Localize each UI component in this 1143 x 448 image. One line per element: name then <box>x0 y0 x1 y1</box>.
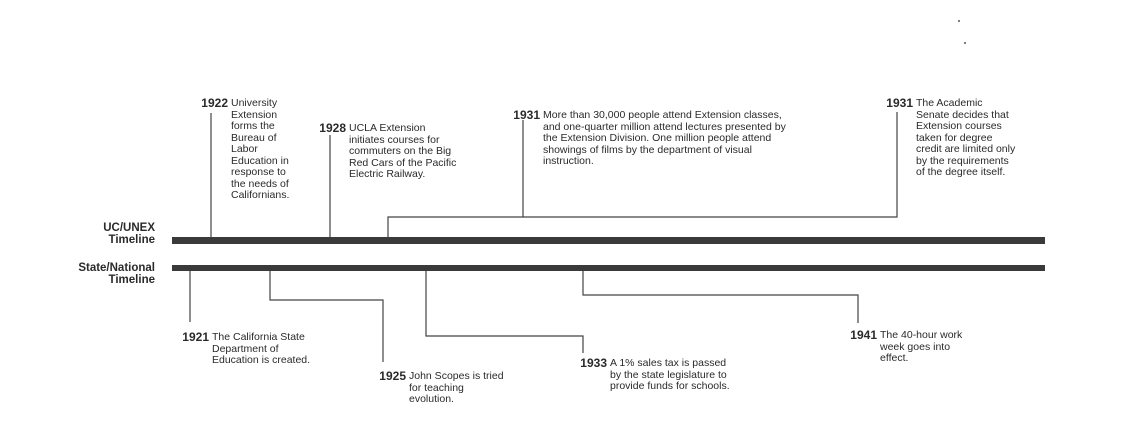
event-text: The 40-hour work week goes into effect. <box>880 329 963 364</box>
event-1922 <box>201 96 311 202</box>
event-year: 1928 <box>319 121 346 135</box>
event-text: UCLA Extension initiates courses for commuters on the Big Red Cars of the Pacific Electric Railway. <box>349 122 457 180</box>
event-text: John Scopes is tried for teaching evolution. <box>409 370 504 405</box>
event-year: 1931 <box>886 96 913 110</box>
event-year: 1922 <box>201 96 228 110</box>
event-text: A 1% sales tax is passed by the state legislature to provide funds for schools. <box>610 357 730 392</box>
event-text: University Extension forms the Bureau of Labor Education in response to the needs of Californians. <box>231 97 290 201</box>
speck <box>958 20 960 22</box>
event-text: The Academic Senate decides that Extension courses taken for degree credit are limited only by the requirements of the degree itself. <box>916 97 1016 178</box>
uc-timeline-bar <box>172 237 1045 244</box>
uc-label-line2: Timeline <box>108 234 155 246</box>
event-1941 <box>850 328 1000 365</box>
connector-1941 <box>583 271 858 323</box>
event-1925 <box>379 369 539 406</box>
state-timeline-bar <box>172 265 1045 271</box>
event-year: 1933 <box>580 356 607 370</box>
state-label-line2: Timeline <box>108 274 155 286</box>
event-year: 1931 <box>513 108 540 122</box>
event-year: 1941 <box>850 328 877 342</box>
event-1921 <box>182 330 342 367</box>
event-year: 1921 <box>182 330 209 344</box>
event-text: The California State Department of Education is created. <box>212 331 311 366</box>
event-1928 <box>319 121 489 181</box>
uc-timeline-label <box>35 222 155 246</box>
speck <box>964 42 966 44</box>
state-timeline-label <box>35 262 155 286</box>
event-1933 <box>580 356 780 393</box>
event-1931-a <box>513 108 833 168</box>
event-text: More than 30,000 people attend Extension classes, and one-quarter million attend lectures presented by the Extension Division. One million people attend showings of films by the department of visual instruction. <box>543 109 786 167</box>
uc-label-line1: UC/UNEX <box>103 222 155 234</box>
state-label-line1: State/National <box>78 262 155 274</box>
connector-1933 <box>426 271 583 353</box>
event-1931-b <box>886 96 1026 179</box>
event-year: 1925 <box>379 369 406 383</box>
